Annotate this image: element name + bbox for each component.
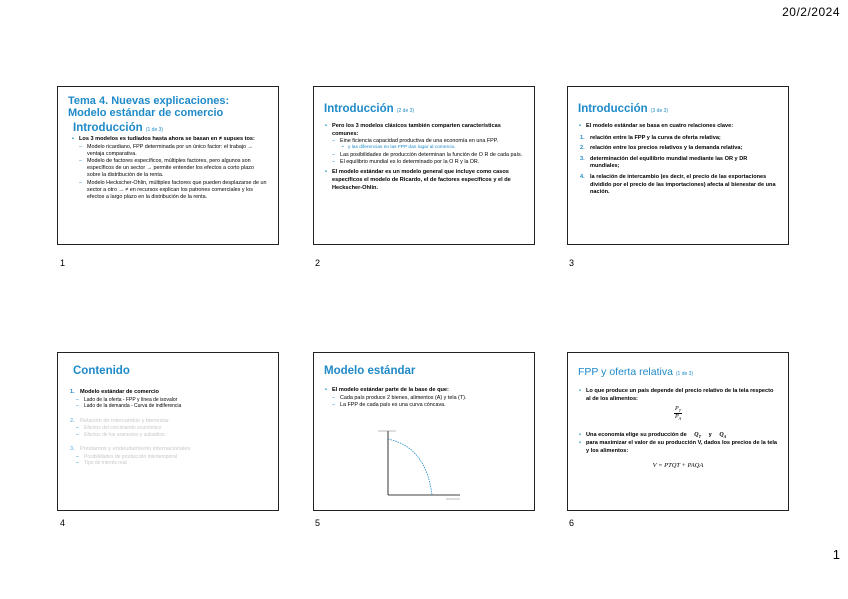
bullet: • El modelo estándar es un modelo general que incluye como casos específicos el modelo de Ricardo, el de factores específicos y el de Heckscher-Ohlin. [324, 169, 524, 192]
slide-title: Modelo estándar [324, 365, 416, 377]
sub-sub-bullet: • y las diferencias en las FPP dan lugar al comercio. [324, 145, 524, 152]
content-subitem: – Lado de la oferta - FPP y línea de isovalor [68, 397, 268, 404]
page-number: 1 [832, 547, 840, 562]
sub-bullet: – La FPP de cada país es una curva cóncava. [324, 402, 524, 409]
sub-bullet: – Modelo de factores específicos, múltiples factores, pero algunos son específicos de un sector → permite entender los efectos a corto plazo sobre la distribución de la renta. [71, 158, 268, 180]
slide-title: Introducción (3 de 3) [578, 103, 669, 115]
list-item: 2. relación entre los precios relativos y la demanda relativa; [580, 145, 743, 152]
bullet: • El modelo estándar parte de la base de que: [324, 387, 524, 395]
slide-number: 1 [60, 258, 66, 268]
sub-bullet: – Modelo ricardiano, FPP determinada por un único factor: el trabajo → ventaja comparativa. [71, 144, 268, 158]
slide-number: 4 [60, 518, 66, 528]
bullet: • Lo que produce un país depende del precio relativo de la tela respecto al de los alimentos: [578, 388, 778, 403]
slide-3[interactable] [567, 86, 789, 245]
sub-bullet: – Eine ficiencia capacidad productiva de una economía en una FPP. [324, 138, 524, 145]
slide-number: 6 [569, 518, 575, 528]
slide-title: Tema 4. Nuevas explicaciones: [68, 95, 230, 107]
content-section: 2. Relación de intercambio y bienestar [70, 417, 169, 424]
content-subitem: – Tipo de interés real [68, 460, 268, 467]
slide-title: Contenido [73, 365, 130, 377]
slide-title-line2: Modelo estándar de comercio [68, 107, 224, 119]
sub-bullet: – Modelo Heckscher-Ohlin, múltiples factores que pueden desplazarse de un sector a otro → ≠ en recursos explican los patrones comerciales y los efectos a largo plazo en la distribución de la renta. [71, 180, 268, 202]
content-section: 1. Modelo estándar de comercio [70, 389, 159, 395]
content-subitem: – Posibilidades de producción intertemporal [68, 454, 268, 461]
list-item: 4. la relación de intercambio (es decir, el precio de las exportaciones dividido por el precio de las importaciones) afecta al bienestar de una nación. [580, 173, 776, 196]
slide-1[interactable] [57, 86, 279, 245]
bullet: • Los 3 modelos es tudiados hasta ahora se basan en ≠ supues tos: [71, 136, 268, 144]
slide-number: 3 [569, 258, 575, 268]
content-subitem: – Lado de la demanda - Curva de indiferencia [68, 403, 268, 410]
slide-title: Introducción (2 de 3) [324, 103, 415, 115]
sub-bullet: – El equilibrio mundial es lo determinado por la O R y la DR. [324, 159, 524, 166]
slide-5[interactable] [313, 352, 535, 511]
slide-subtitle: Introducción (1 de 3) [73, 122, 164, 134]
bullet: • El modelo estándar se basa en cuatro relaciones clave: [578, 123, 778, 131]
slide-6[interactable] [567, 352, 789, 511]
slide-2[interactable] [313, 86, 535, 245]
content-subitem: – Efectos del crecimiento económico [68, 425, 268, 432]
content-section: 3. Préstamos y endeudamiento internacionales [70, 446, 191, 453]
ppf-curve [388, 439, 432, 495]
sub-bullet: – Cada país produce 2 bienes, alimentos (A) y tela (T). [324, 395, 524, 402]
bullet: • Pero los 3 modelos clásicos también comparten características comunes: [324, 123, 524, 138]
bullet-continuation: • para maximizar el valor de su producción V, dados los precios de la tela y los alimentos: [578, 440, 778, 455]
value-equation: V = PTQT + PAQA [652, 461, 704, 469]
price-ratio: $\frac{P_T}{P_A}$ [674, 406, 682, 422]
slide-4[interactable] [57, 352, 279, 511]
sub-bullet: – Las posibilidades de producción determinan la función de O R de cada país. [324, 152, 524, 159]
ppf-figure [374, 425, 464, 509]
content-subitem: – Efectos de los aranceles y subsidios [68, 432, 268, 439]
list-item: 1. relación entre la FPP y la curva de oferta relativa; [580, 134, 721, 141]
slide-number: 5 [315, 518, 321, 528]
slide-title: FPP y oferta relativa (1 de 3) [578, 366, 694, 378]
bullet: • Una economía elige su producción de $Q_T$ y $Q_A$ [578, 432, 778, 441]
list-item: 3. determinación del equilibrio mundial mediante las OR y DR mundiales; [580, 155, 748, 170]
print-date: 20/2/2024 [782, 5, 840, 19]
slide-number: 2 [315, 258, 321, 268]
